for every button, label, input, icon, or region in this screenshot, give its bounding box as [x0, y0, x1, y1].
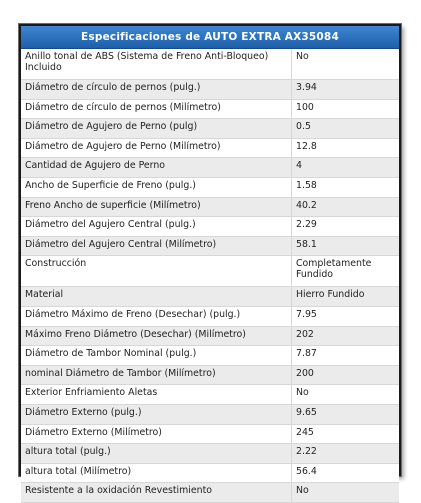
spec-name: Construcción [21, 256, 292, 287]
spec-name: Diámetro de Agujero de Perno (pulg) [21, 119, 292, 139]
spec-name: Cantidad de Agujero de Perno [21, 158, 292, 178]
spec-value: 0.5 [292, 119, 400, 139]
table-row [21, 256, 399, 287]
spec-value: No [292, 49, 400, 80]
table-row [21, 404, 399, 424]
spec-value: Completamente Fundido [292, 256, 400, 287]
spec-value: Hierro Fundido [292, 287, 400, 307]
spec-value: 2.29 [292, 217, 400, 237]
spec-table-panel [19, 24, 401, 497]
spec-name: Diámetro del Agujero Central (Milímetro) [21, 236, 292, 256]
table-row [21, 158, 399, 178]
spec-value: 4 [292, 158, 400, 178]
table-row [21, 236, 399, 256]
spec-table-title: Especificaciones de AUTO EXTRA AX35084 [21, 26, 399, 49]
table-row [21, 463, 399, 483]
spec-value: 202 [292, 326, 400, 346]
table-row [21, 119, 399, 139]
table-row [21, 217, 399, 237]
spec-value: 100 [292, 99, 400, 119]
table-row [21, 80, 399, 100]
spec-name: Diámetro de Agujero de Perno (Milímetro) [21, 138, 292, 158]
spec-name: nominal Diámetro de Tambor (Milímetro) [21, 365, 292, 385]
spec-name: Freno Ancho de superficie (Milímetro) [21, 197, 292, 217]
table-row [21, 444, 399, 464]
spec-name: Material [21, 287, 292, 307]
spec-name: Diámetro de círculo de pernos (pulg.) [21, 80, 292, 100]
spec-value: No [292, 483, 400, 503]
spec-name: Diámetro del Agujero Central (pulg.) [21, 217, 292, 237]
spec-value: 12.8 [292, 138, 400, 158]
table-row [21, 177, 399, 197]
table-row [21, 385, 399, 405]
spec-value: 9.65 [292, 404, 400, 424]
spec-name: Diámetro Externo (pulg.) [21, 404, 292, 424]
table-row [21, 49, 399, 80]
table-row [21, 424, 399, 444]
spec-value: 1.58 [292, 177, 400, 197]
table-row [21, 99, 399, 119]
table-row [21, 346, 399, 366]
spec-value: 7.95 [292, 306, 400, 326]
spec-value: 56.4 [292, 463, 400, 483]
table-row [21, 365, 399, 385]
table-row [21, 483, 399, 503]
spec-value: 40.2 [292, 197, 400, 217]
spec-value: 245 [292, 424, 400, 444]
spec-name: Diámetro Máximo de Freno (Desechar) (pulg.) [21, 306, 292, 326]
spec-name: Anillo tonal de ABS (Sistema de Freno Anti-Bloqueo) Incluido [21, 49, 292, 80]
spec-table [21, 49, 399, 503]
spec-name: altura total (pulg.) [21, 444, 292, 464]
table-row [21, 287, 399, 307]
table-row [21, 306, 399, 326]
spec-name: Diámetro de círculo de pernos (Milímetro) [21, 99, 292, 119]
spec-name: altura total (Milímetro) [21, 463, 292, 483]
spec-name: Resistente a la oxidación Revestimiento [21, 483, 292, 503]
spec-value: 3.94 [292, 80, 400, 100]
spec-value: 58.1 [292, 236, 400, 256]
table-row [21, 197, 399, 217]
spec-value: No [292, 385, 400, 405]
spec-name: Diámetro de Tambor Nominal (pulg.) [21, 346, 292, 366]
spec-name: Máximo Freno Diámetro (Desechar) (Milímetro) [21, 326, 292, 346]
spec-value: 2.22 [292, 444, 400, 464]
table-row [21, 326, 399, 346]
spec-name: Ancho de Superficie de Freno (pulg.) [21, 177, 292, 197]
spec-name: Exterior Enfriamiento Aletas [21, 385, 292, 405]
spec-value: 200 [292, 365, 400, 385]
spec-name: Diámetro Externo (Milímetro) [21, 424, 292, 444]
spec-value: 7.87 [292, 346, 400, 366]
table-row [21, 138, 399, 158]
